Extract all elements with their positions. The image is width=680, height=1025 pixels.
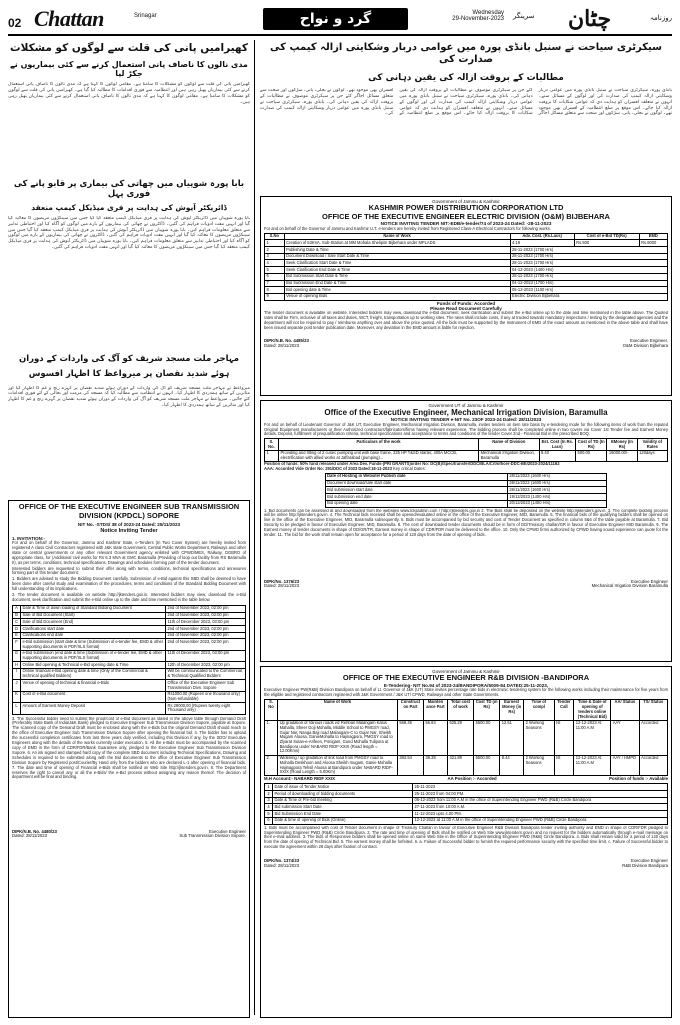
- table-header-cell: S. No.: [265, 439, 279, 450]
- table-row: [13, 691, 246, 702]
- table-cell: 11th of December 2023, 03:00 pm: [166, 619, 246, 626]
- table-row: [13, 619, 246, 626]
- table-row: [13, 626, 246, 633]
- table-row: [13, 650, 246, 661]
- table-cell: B: [13, 612, 21, 619]
- table-cell: 2.: [265, 755, 278, 776]
- invitation-label: 1. INVITATION:-: [12, 535, 45, 541]
- table-header-cell: Time of compl: [524, 699, 554, 720]
- table-cell: 3: [265, 253, 285, 260]
- table-row: [13, 703, 246, 714]
- table-cell: 4: [265, 260, 285, 267]
- funds-label: Funds of Funds: Accorded: [436, 300, 496, 306]
- table-cell: Mechanical Irrigation Division, Baramulla: [479, 450, 539, 461]
- table-cell: Venue of opening Bids: [284, 293, 510, 300]
- table-cell: 28-11-2023 (1700 Hrs): [510, 247, 667, 254]
- table-cell: Date & Time of down loading of Standard Bidding Document: [21, 605, 166, 612]
- table-row: [13, 680, 246, 691]
- table-cell: 2nd of November 2023, 02:00 pm: [166, 605, 246, 612]
- table-cell: 2: [265, 791, 273, 798]
- table-cell: 625.29: [447, 720, 473, 755]
- table-cell: 8.44: [500, 755, 524, 776]
- article-body: بابا پورہ شوپیاں میں ڈائریکٹر آیوش کی ہدایت پر فری میڈیکل کیمپ منعقد کیا گیا جس میں سینکڑوں مریضوں کا معائنہ کیا گیا اور انہیں مفت ادویات فراہم کی گئیں۔ ڈاکٹروں نے چھاتی کی بیماریوں کے بارے میں لوگوں کو آگاہ کیا اور احتیاطی تدابیر سے متعلق معلومات فراہم کیں۔ بابا پورہ شوپیاں میں ڈائریکٹر آیوش کی ہدایت پر فری میڈیکل کیمپ منعقد کیا گیا جس میں سینکڑوں مریضوں کا معائنہ کیا گیا اور انہیں مفت ادویات فراہم کی گئیں۔ ڈاکٹروں نے چھاتی کی بیماریوں کے بارے میں لوگوں کو آگاہ کیا اور احتیاطی تدابیر سے متعلق معلومات فراہم کیں۔ بابا پورہ شوپیاں میں ڈائریکٹر آیوش کی ہدایت پر فری میڈیکل کیمپ منعقد کیا گیا جس میں سینکڑوں مریضوں کا معائنہ کیا گیا اور انہیں مفت ادویات فراہم کی گئیں۔: [8, 216, 250, 250]
- table-cell: 8: [265, 287, 285, 294]
- article-medical-camp: [8, 180, 250, 340]
- kpdcl-table: [264, 233, 668, 301]
- weekday: Wednesday: [472, 10, 504, 16]
- table-cell: Widening / up gradation of link road from PMGSY road to Mohalla Deskhoon and Aloosa Sheikh mugam, Ganie Mohalla Hajinagpora Tehsil Aloosa at Bandipora under NABARD RIDF-XXIX (Road Length = 5.00Km): [278, 755, 398, 776]
- signer-office: O&M Division Bijbehara: [622, 343, 668, 349]
- table-cell: 120days: [637, 450, 667, 461]
- table-row: [265, 791, 668, 798]
- dated: Dated: 28/11/2023: [264, 583, 300, 589]
- table-cell: Amount of Earnest Money Deposit: [21, 703, 166, 714]
- table-cell: 5: [265, 267, 285, 274]
- tender-kpdcl-bijbehara: [260, 196, 672, 396]
- table-cell: Rs1000.00 (Rupees one thousand only) (Non-refundable): [166, 691, 246, 702]
- table-cell: 500.00: [576, 450, 607, 461]
- table-cell: 05-12-2023 (1100 Hrs): [510, 287, 667, 294]
- org-name: KASHMIR POWER DISTRIBUTION CORPORATION LTD: [368, 203, 564, 213]
- signer-title: Executive Engineer,: [630, 338, 668, 344]
- table-cell: Sale of Bid Document (End): [21, 619, 166, 626]
- table-cell: 9: [265, 293, 285, 300]
- table-cell: 7: [265, 280, 285, 287]
- table-cell: Period of downloading of bidding documents: [273, 791, 413, 798]
- table-row: [265, 287, 668, 294]
- tender-conditions: 1. Bids must be accompanied with cost of Tender document in shape of Treasury Challan in favour of Executive Engineer R&B Division Bandipora tender inviting authority and EMD in shape of CDR/FDR pledged to Superintending Engineer PWD (R&B) Circle Bandipora. 2. The rate and time of opening of Bids shall be notified on Web Site www.jktenders.gov.in and no request for the bidders automatically through e-mail message on their e-mail address. 3. The bids of Responsive bidders shall be opened online on same Web Site in the Office of Superintending Engineer PWD (R&B) Circle Bandipora. 4. Bids shall remain valid for a period of 120 days from the date of opening of Technical Bid. 5. The earnest money shall be forfeited. 6. a. Failure of Successful bidder to furnish the required performance security with the specified time limit. c. Failure of Successful bidder to execute the agreement within 28 days after fixation of contract.: [264, 825, 668, 850]
- table-cell: J: [13, 680, 21, 691]
- table-cell: G: [13, 650, 21, 661]
- table-cell: Bid Submission Start Date & Time: [284, 273, 510, 280]
- table-cell: 12-12-2023 At 11:00 A.M: [574, 755, 611, 776]
- table-cell: 2 Working Seasons: [524, 755, 554, 776]
- tender-rnb-bandipora: [260, 666, 672, 1018]
- tender-title: OFFICE OF THE EXECUTIVE ENGINEER SUB TRANSMISSION DIVISION (KPDCL) SOPORE: [18, 502, 240, 520]
- table-cell: 5: [265, 811, 273, 818]
- dipk-number: DIPK/No. 1374/23: [264, 857, 300, 863]
- article-headline: سیکرٹری سیاحت نے سنبل بانڈی پورہ میں عوامی دربار وشکایتی ازالہ کیمپ کی صدارت کی: [270, 42, 662, 65]
- table-cell: Bid opening date & Time: [284, 287, 510, 294]
- dipk-number: DIPK/N.B. No. 4485/23: [264, 338, 309, 344]
- dipk-number: DIPK/N.B. No. 4480/23: [12, 828, 57, 834]
- table-header-cell: Mainten ance Part: [423, 699, 447, 720]
- table-header-cell: EMoney (In Rs): [607, 439, 637, 450]
- dated: Dated: 28/11/2023: [264, 343, 300, 349]
- table-cell: 1: [265, 450, 279, 461]
- table-header-cell: S.No: [265, 233, 285, 240]
- signature-block: [264, 859, 668, 869]
- table-row: [265, 784, 668, 791]
- table-cell: Ist: [554, 755, 574, 776]
- city-label: Srinagar: [134, 13, 157, 19]
- article-headline: کھیرامیں پانی کی قلت سے لوگوں کو مشکلات: [10, 42, 248, 54]
- table-cell: Providing and fitting of 2 cusec pumping unit with base frame, 225 HP T&SD starter, 400A MCCB, electrification with allied works at Jaffarabad (pumping)...: [278, 450, 478, 461]
- table-row: [265, 280, 668, 287]
- rnb-dates-table: [264, 783, 668, 824]
- office-name: OFFICE OF THE EXECUTIVE ENGINEER R&B DIVISION -BANDIPORA: [342, 673, 590, 683]
- table-cell: Online Bid opening & Technical e-Bid opening date & Time: [21, 662, 166, 669]
- table-row: [13, 639, 246, 650]
- table-cell: K: [13, 691, 21, 702]
- table-cell: 2nd of November 2023, 02:00 pm: [166, 612, 246, 619]
- table-cell: 12-12-2023 at 11:00 A.M in the office of Superintending Engineer PWD (R&B) Circle Bandipora: [413, 817, 668, 824]
- table-cell: Will be communicated to the Commercial & Technical Qualified Bidders: [166, 668, 246, 679]
- mh-account: M.H Account:- NABARD RIDF XXIX: [264, 776, 335, 782]
- table-cell: H: [13, 662, 21, 669]
- table-header-cell: Est. Cost (In Rs. Lacs): [539, 439, 576, 450]
- article-headline: مہاجر ملت مسجد شریف کو آگ کی واردات کے دوران: [18, 354, 240, 364]
- page-number: 02: [8, 16, 22, 30]
- table-cell: 3: [265, 797, 273, 804]
- signer-office: Mechanical Irrigation Division Baramulla: [591, 583, 668, 589]
- signature-block: [264, 339, 668, 349]
- table-header-cell: Validity of Rates: [637, 439, 667, 450]
- tender-intro: For and on behalf of Lieutenant Governor of J&K UT, Executive Engineer, Mechanical Irrigation Division, Baramulla, invites tenders on item rate basis by e-tendering mode for the following items of work from the reputed Original Equipment manufacturers or their Authorized contractors/fabricators/firms having relevant experience. The bidding process shall be completed online in two covers via Cover 1st Tender fee and Earnest Money details. Deposit, fulfillment of prequalification criteria, technical specifications and acceptance to terms and conditions of the tender Cover 2nd - Financial Bid in the prescribed BOQ.: [264, 421, 668, 437]
- table-header-cell: Name of Work: [284, 233, 510, 240]
- article-tourism-secretary: [260, 42, 672, 192]
- table-row: [265, 240, 668, 247]
- table-cell: 5500.00: [474, 755, 500, 776]
- table-cell: Online financial e-Bid opening date & time (Only of the Commercial & technical qualified Bidders): [21, 668, 166, 679]
- table-cell: 2nd of November 2023, 02:00 pm: [166, 626, 246, 633]
- table-cell: AAY: [611, 720, 639, 755]
- table-cell: 38.35: [423, 755, 447, 776]
- tender-mechanical-baramulla: [260, 400, 672, 662]
- signer-office: Sub Transmission Division Sopore.: [179, 833, 246, 839]
- table-cell: 27-11-2023 from 10:00 A.M.: [413, 804, 668, 811]
- issue-date: 29-November-2023: [452, 16, 504, 22]
- newspaper-logo: Chattan: [34, 6, 104, 31]
- article-water-shortage: [8, 42, 250, 110]
- table-cell: Date & Time of Pre-bid meeting: [273, 797, 413, 804]
- table-cell: E: [13, 632, 21, 639]
- table-row: [265, 293, 668, 300]
- article-body: بانڈی پورہ، سیکرٹری سیاحت نے سنبل بانڈی پورہ میں عوامی دربار وشکایتی ازالہ کیمپ کی صدارت کی اور لوگوں کے مسائل سنے۔ انہوں نے متعلقہ افسران کو ہدایت دی کہ عوامی شکایات کا بروقت ازالہ کیا جائے۔ اس موقع پر ضلع انتظامیہ کے افسران بھی موجود تھے۔ لوگوں نے بجلی، پانی، سڑکوں اور صحت سے متعلق مسائل اجاگر کئے جن پر سیکرٹری موصوف نے مطالبات کے بروقت ازالہ کی یقین دہانی کی۔ بانڈی پورہ، سیکرٹری سیاحت نے سنبل بانڈی پورہ میں عوامی دربار وشکایتی ازالہ کیمپ کی صدارت کی اور لوگوں کے مسائل سنے۔ انہوں نے متعلقہ افسران کو ہدایت دی کہ عوامی شکایات کا بروقت ازالہ کیا جائے۔ اس موقع پر ضلع انتظامیہ کے افسران بھی موجود تھے۔ لوگوں نے بجلی، پانی، سڑکوں اور صحت سے متعلق مسائل اجاگر کئے جن پر سیکرٹری موصوف نے مطالبات کے بروقت ازالہ کی یقین دہانی کی۔ بانڈی پورہ، سیکرٹری سیاحت نے سنبل بانڈی پورہ میں عوامی دربار وشکایتی ازالہ کیمپ کی صدارت کی۔: [260, 88, 672, 117]
- table-header-cell: Cost TD (in Rs): [474, 699, 500, 720]
- urdu-logo: چٹان: [568, 6, 612, 32]
- table-cell: Venue of opening of technical & financial e-Bids: [21, 680, 166, 691]
- tender-intro: Executive Engineer PW(R&B) Division Bandipora on behalf of Lt. Governor of J&K (UT) State invites percentage rate bids in electronic tendering system for the following works including their maintenance for five years from the eligible and registered contractors registered with J&K Government / J&K UT/ CPWD, Railways and other State Governments.: [264, 687, 668, 697]
- table-header-cell: EMD: [639, 233, 667, 240]
- article-body: کھیرامیں پانی کی قلت سے لوگوں کو مشکلات کا سامنا ہے۔ مقامی لوگوں کا کہنا ہے کہ مدی نالوں کا ناصاف پانی استعمال کرنے سے کئی بیماریاں پھیل رہی ہیں اور انتظامیہ سے فوری اقدامات کا مطالبہ کیا گیا ہے۔ کھیرامیں پانی کی قلت سے لوگوں کو مشکلات کا سامنا ہے۔ مقامی لوگوں کا کہنا ہے کہ مدی نالوں کا ناصاف پانی استعمال کرنے سے کئی بیماریاں پھیل رہی ہیں۔: [8, 82, 250, 105]
- table-cell: 04-12-2023 (1700 Hrs): [510, 280, 667, 287]
- date-value: 28/11/2023 (1600 Hrs): [507, 480, 607, 487]
- table-cell: Rs 28000.00 (Rupees twenty eight Thousand only): [166, 703, 246, 714]
- urdu-city-label: سرینگر: [513, 12, 535, 20]
- table-row: [265, 260, 668, 267]
- date-value: 20/12/2023 (1400 Hrs): [507, 500, 607, 507]
- tender-nit: NOTICE INVITING TENDER e-NIT No. 23OF 2023-24 Dated: 28/11/2023: [390, 417, 542, 423]
- tender-conditions: 3. The Successful bidder need to submit the proof/cost of e-Bid document as stated in the above table through Demand Draft (Preferably State Bank of India/J&K Bank) pledged to Executive Engineer Sub Transmission Division Sopore, payable at Sopore. The scanned copy of the Demand Draft must be enclosed along with the e-Bids but the original Demand Draft should reach to the office of Executive Engineer Sub Transmission Division Sopore after opening the financial bid. 4. The bidder has to upload the successful completion certificates from last three years duly verified, including this Division if any, by the SDO/ Executive Engineers along with the details of the works currently under execution. 5. All the e-Bids must be accompanied by the scanned copy of EMD in the form of CDR/FDR/Bank Guarantee only, pledged to the Executive Engineer Sub Transmission Division Sopore. 6. An ink signed and stamped hard copy of the complete SBD document including Technical Specifications, Drawing and Schedules is required to be submitted along with the Bid documents to the office of Executive Engineer Sub Transmission Division Sopore by Registered post/Courier/By Hand only from the bidders who are declared L-1 after opening of financial bids. 7. The date and time of opening of Financial e-Bids shall be notified on Web Site http://jktenders.gov.in. 8. The Department reserves the right to cancel any or all the e-Bids/ the e-Bid process without assigning any reason thereof. The decision of department will be final and binding.: [12, 716, 246, 780]
- table-cell: e-Bid submission (end date & time (Submission of e-tender fee, EMD & other supporting documents in PDF/XLS format): [21, 650, 166, 661]
- table-cell: Date of issue of Tender Notice: [273, 784, 413, 791]
- table-cell: Up gradation of Various roads viz Rehbari Malangam Kalus Mahalla, Sheer Goji Mohalla, Middle School to PMGSY road, Gujar Nar, Nanga Baji road Malangam-C to Gujar Nar, Sheikh Mugam Aloosa, GanieMohalla to Hajinagpora, PMGSY road to Zlyarat Sutan-e-Arifeen, Ponigam, Gund Mohalla Tulipora at Bandipora under NABARD RIDF-XXIX (Road length = 12.00Kms): [278, 720, 398, 755]
- table-cell: Publishing Date & Time: [284, 247, 510, 254]
- date-label: Bid submission end date: [325, 494, 507, 501]
- tender-sopore: [8, 500, 250, 1018]
- tender-conditions: 1. Bid documents can be assessed at and downloaded from the websites www.tcksadmin.com / http://jktenders.gov.in 2. The Bids shall be deposited on the website http://jktenders.gov.in. 3. The complete bidding process will be online http://jktenders.gov.in. 4. The Technical bids received shall be opened/evaluated online in the office of the Executive Engineer, MID, Baramulla. 5. The financial bids of the qualifying bidders shall be opened on line in the office of the Executive Engineer, MID, Baramulla subsequently. 6. Bids must be accompanied by bid security and cost of Tender Document as specified in column 5&6 of the table payable at Baramulla. 7. Bid Security to be pledged in favour of Executive Engineer, MID, Baramulla. 8. The cost of downloaded tender documents should be in form of DD/Treasury challan/GR in favour of Executive Engineer MID Baramulla. 9. The Earnest money of tender documents in shape of DD/GR/TR, Earnest money in shape of CDR/FDR must be delivered to the office. 10. Only the CPWD firms authorized by CPWD having sound experience can quote for the tender. 11. The bid for the work shall remain open for acceptance for a period of 120 days from the date of opening of bids.: [264, 508, 668, 538]
- table-cell: 12.51: [500, 720, 524, 755]
- table-row: [265, 797, 668, 804]
- tender-note: The tender document is available on website. Interested bidders may view, download the e-Bid document, seek clarification and submit the e-Bid online up to the date and time mentioned in the table above. The Quoted rates shall be Firm, inclusive of all taxes and duties, WCT, freight, transportation up to working sites. The rates shall include costs, if any at tracted towards mandatory inspections / testing by the designated agencies and the department will not be required to pay / reimburse anything over and above the price quoted. All the bids must be supported by the Instrument of EMD of the exact amount as mentioned in the above table and shall have been issued separate post tender publication date. Moreover, any deviation in the EMD amount is liable for rejection.: [264, 311, 668, 330]
- table-cell: Ist: [554, 720, 574, 755]
- table-cell: 28-11-2023 (1700 Hrs): [510, 253, 667, 260]
- table-cell: Date & time of opening of Bids (Online): [273, 817, 413, 824]
- table-cell: Accorded: [639, 720, 667, 755]
- table-cell: 1: [265, 240, 285, 247]
- table-row: [265, 811, 668, 818]
- funds-position: Position of funds: 50% fund released under Area Dev. Funds-(PRI GRANTS)order No: DC(B)/Spec/transfer/DDC/BLA/Crt/officer-DDC-BE/2023-2024/11162: [264, 461, 560, 467]
- table-cell: I: [13, 668, 21, 679]
- table-header-cell: TS/ Status: [639, 699, 667, 720]
- table-cell: Office of the Executive Engineer Sub Transmission Divn. Sopore: [166, 680, 246, 691]
- table-cell: 04-12-2023 (1400 Hrs): [510, 267, 667, 274]
- table-header-cell: Total cost of work: [447, 699, 473, 720]
- masthead: [8, 6, 672, 36]
- tender-nit: E-Tendering- NIT No.94 of 2023-24/BANDIPORA/5009-84 DATED:25-11-2023,: [383, 682, 549, 688]
- table-header-cell: S. No: [265, 699, 278, 720]
- date-label: Bid opening date: [325, 500, 507, 507]
- signature-block: [12, 830, 246, 840]
- table-cell: 2nd of November 2023, 02:00 pm: [166, 639, 246, 650]
- table-cell: Bid Submission End Date & Time: [284, 280, 510, 287]
- article-headline: بابا پورہ شوپیاں میں چھاتی کی بیماری پر قابو پانے کی فوری پہل: [13, 179, 245, 199]
- signer-title: Executive Engineer: [630, 578, 668, 584]
- table-row: [265, 720, 668, 755]
- table-header-cell: Time & Date of opening of tenders online (Technical Bid): [574, 699, 611, 720]
- table-header-cell: Name of Division: [479, 439, 539, 450]
- table-cell: Rs.500: [574, 240, 639, 247]
- table-cell: 06-12-2023 from 11:00 A.M in the office of Superintending Engineer PWD (R&B) Circle Bandipora: [413, 797, 668, 804]
- table-header-cell: Particulars of the work: [278, 439, 478, 450]
- table-cell: 12-12-2023 At 11:00 A.M: [574, 720, 611, 755]
- funds-position: Position of funds :- Available: [609, 776, 668, 782]
- date-value: 28/11/2023 (1600 Hrs): [507, 487, 607, 494]
- office-name: OFFICE OF THE EXECUTIVE ENGINEER ELECTRIC DIVISION (O&M) BIJBEHARA: [322, 211, 610, 221]
- table-row: [13, 612, 246, 619]
- mech-dates-table: [325, 473, 608, 508]
- table-cell: Sale of Bid Document (Start): [21, 612, 166, 619]
- tender-intro: For and on behalf of the Governor, Jammu and Kashmir State, e-Tenders (In Two Cover System) are hereby invited from registered A class Civil Contractors registered with J&K state Government, Central Public Works Department, Railways and other state or central governments or any other relevant Government agency enlisted with CPWD/MES, Railway, DGBRO of appropriate class, for (Additional civil works for Rs 6.3 MVA at GMC Baramulla (Providing of loop out facility from RS Baramulla II), as per terms, conditions, technical specifications, Drawings and schedules forming part of the tender document.: [12, 540, 246, 565]
- rnb-works-table: [264, 699, 668, 777]
- table-cell: Accorded: [639, 755, 667, 776]
- table-header-cell: Cost of TD (In Rs): [576, 439, 607, 450]
- table-cell: 2nd of November 2023, 02:00 pm: [166, 632, 246, 639]
- tender-para: 2. The tender document is available on website http://jktenders.gov.in. Interested bidders may view, download the e-Bid document, seek clarification and submit the e-Bid online up to the date and time mentioned in the table below.: [12, 592, 246, 602]
- table-header-cell: Cost of e-Bid TD(Rs): [574, 233, 639, 240]
- section-banner: گرد و نواح: [263, 8, 408, 30]
- aaa-label: [264, 467, 668, 472]
- read-label: Please Read Document Carefully: [430, 305, 502, 311]
- table-cell: 25-11-2023: [413, 784, 668, 791]
- signer-title: Executive Engineer: [630, 857, 668, 863]
- gov-label: Government of Jammu & Kashmir: [432, 199, 500, 204]
- table-cell: Clarifications end date: [21, 632, 166, 639]
- table-cell: 383.54: [397, 755, 423, 776]
- tender-para: Interested bidders are requested to submit their offer along with terms, conditions, technical specifications and annexures forming part of this tender document:: [12, 565, 246, 576]
- table-cell: 2 Working Seasons: [524, 720, 554, 755]
- table-cell: 28-11-2023 (1700 Hrs): [510, 260, 667, 267]
- table-header-cell: Earnest Money (in Rs): [500, 699, 524, 720]
- table-row: [265, 273, 668, 280]
- table-header-cell: AA/ Status: [611, 699, 639, 720]
- table-cell: 6: [265, 817, 273, 824]
- table-row: [265, 817, 668, 824]
- table-row: [265, 804, 668, 811]
- tender-nit: NIT No. -STDS/ 38 of 2023-24 Dated: 25/11/2023: [77, 522, 181, 528]
- table-row: [13, 605, 246, 612]
- sopore-schedule-table: [12, 605, 246, 715]
- tender-nit: NOTICE INVITING TENDER NIT:-EDB/e-tender/74 of 2023-24 Dated: -28-11-2023: [380, 221, 552, 227]
- table-cell: Seek Clarification End Date & Time: [284, 267, 510, 274]
- tender-para: 1. Bidders are advised to study the Bidding Document carefully. Submission of e-Bid against this SBD shall be deemed to have been done after careful study and examination of the procedures, terms and conditions of the Standard Bidding Document with full understanding of its implications.: [12, 576, 246, 592]
- table-cell: 11th of December 2023, 03:00 pm: [166, 650, 246, 661]
- date-value: 28/11/2023 (1600 Hrs): [507, 473, 607, 480]
- table-cell: Creation of 63KVA. Sub-Station at MM Mohala Shelipim Bijbehara under MPLADS: [284, 240, 510, 247]
- mech-table: [264, 438, 668, 462]
- table-cell: 2: [265, 247, 285, 254]
- article-mosque-fire: [8, 355, 250, 495]
- signature-block: [264, 580, 668, 590]
- article-subhead: ہوئے شدید نقصان پر میرواعظ کا اظہار افسوس: [28, 368, 230, 379]
- table-header-cell: Adv. Cost. (Rs.Lacs): [510, 233, 574, 240]
- table-cell: AAY / HMPD: [611, 755, 639, 776]
- table-cell: 28-11-2023 (1700 Hrs): [510, 273, 667, 280]
- table-cell: C: [13, 619, 21, 626]
- funding-line: [264, 777, 668, 782]
- dated: Dated: 28/11/2023: [264, 862, 300, 868]
- table-cell: 6: [265, 273, 285, 280]
- table-cell: 4.19: [510, 240, 574, 247]
- table-header-cell: Construct on Part: [397, 699, 423, 720]
- table-cell: Electric Division Bijbehara: [510, 293, 667, 300]
- table-cell: Document Download / Sale Start Date & Time: [284, 253, 510, 260]
- gov-label: Government UT of Jammu & Kashmir: [428, 403, 504, 408]
- column-divider: [254, 40, 255, 1015]
- table-cell: 56.84: [423, 720, 447, 755]
- table-cell: 25-11-2023 from 04:00 PM.: [413, 791, 668, 798]
- table-row: [265, 755, 668, 776]
- dated: Dated: 28/11/2023: [12, 833, 48, 839]
- dipk-number: DIPK/No. 1376/23: [264, 578, 300, 584]
- table-cell: 19000.00/-: [607, 450, 637, 461]
- date-label: Date of Hosting in Website/ Publish date: [325, 473, 507, 480]
- table-cell: 11-12-2023 upto 4.00 PM.: [413, 811, 668, 818]
- table-cell: L: [13, 703, 21, 714]
- table-cell: 1: [265, 784, 273, 791]
- table-cell: 12th of December 2023, 02:00 pm: [166, 662, 246, 669]
- article-subhead: مطالبات کے بروقت ازالہ کی یقین دہانی کی: [368, 73, 564, 83]
- table-row: [13, 632, 246, 639]
- article-body: میرواعظ نے مہاجر ملت مسجد شریف کو آگ کی واردات کے دوران ہوئے شدید نقصان پر گہرے رنج و غم کا اظہار کیا اور متاثرین کے ساتھ ہمدردی کا اظہار کیا۔ انہوں نے انتظامیہ سے مطالبہ کیا کہ مسجد کی مرمت اور بحالی کے لئے فوری اقدامات کئے جائیں۔ میرواعظ نے مہاجر ملت مسجد شریف کو آگ کی واردات کے دوران ہوئے شدید نقصان پر گہرے رنج و غم کا اظہار کیا اور متاثرین کے ساتھ ہمدردی کا اظہار کیا۔: [8, 385, 250, 408]
- office-name: Office of the Executive Engineer, Mechanical Irrigation Division, Baramulla: [324, 408, 608, 418]
- table-cell: A: [13, 605, 21, 612]
- date-value: 19/12/2023 (1400 Hrs): [507, 494, 607, 501]
- gov-label: Government of Jammu & Kashmir: [432, 669, 500, 674]
- aa-position: AA Position :- Accorded: [447, 776, 497, 782]
- table-cell: 421.89: [447, 755, 473, 776]
- date-block: [424, 10, 504, 22]
- table-cell: Rs.8000: [639, 240, 667, 247]
- table-cell: 6500.00: [474, 720, 500, 755]
- table-cell: F: [13, 639, 21, 650]
- table-cell: 568.45: [397, 720, 423, 755]
- table-row: [265, 247, 668, 254]
- article-subhead: ڈائریکٹر آیوش کی ہدایت پر فری میڈیکل کیمپ منعقد: [31, 202, 227, 212]
- aaa-order: AAA: Accorded Vide Order No: 291/DDC of 2023 Dated:18-11-2023: [264, 466, 392, 472]
- table-row: [265, 267, 668, 274]
- table-cell: Cost of e-Bid document: [21, 691, 166, 702]
- signer-title: Executive Engineer: [208, 828, 246, 834]
- table-cell: Bid submission Start Date: [273, 804, 413, 811]
- table-cell: 1.: [265, 720, 278, 755]
- key-dates-label: Key critical Dates:: [393, 466, 426, 472]
- tender-notice-label: Notice Inviting Tender: [100, 527, 158, 534]
- table-header-cell: Tender Call: [554, 699, 574, 720]
- table-row: [265, 253, 668, 260]
- urdu-daily-label: روزنامہ: [649, 14, 672, 22]
- table-row: [13, 662, 246, 669]
- table-header-cell: Name of Work: [278, 699, 398, 720]
- tender-intro: For and on behalf of the Governor of Jammu and Kashmir U.T. e-tenders are hereby invited from Registered Class-A Electrical Contractors for following works.: [264, 225, 551, 231]
- table-cell: 4: [265, 804, 273, 811]
- signer-office: R&B Division Bandipora: [622, 862, 668, 868]
- table-row: [13, 668, 246, 679]
- article-subhead: مدی نالوں کا ناصاف پانی استعمال کرنے سے کئی بیماریوں نے جکڑ لیا: [10, 60, 248, 79]
- table-cell: D: [13, 626, 21, 633]
- table-cell: 9.40: [539, 450, 576, 461]
- table-cell: Bid Submission End Date: [273, 811, 413, 818]
- table-cell: e-Bid submission (start date & time (Submission of e-tender fee, EMD & other supporting documents in PDF/XLS format): [21, 639, 166, 650]
- date-label: Document download/sale start date: [325, 480, 507, 487]
- table-cell: Seek Clarification Start Date & Time: [284, 260, 510, 267]
- date-label: Bid submission start date: [325, 487, 507, 494]
- table-cell: Clarifications start date: [21, 626, 166, 633]
